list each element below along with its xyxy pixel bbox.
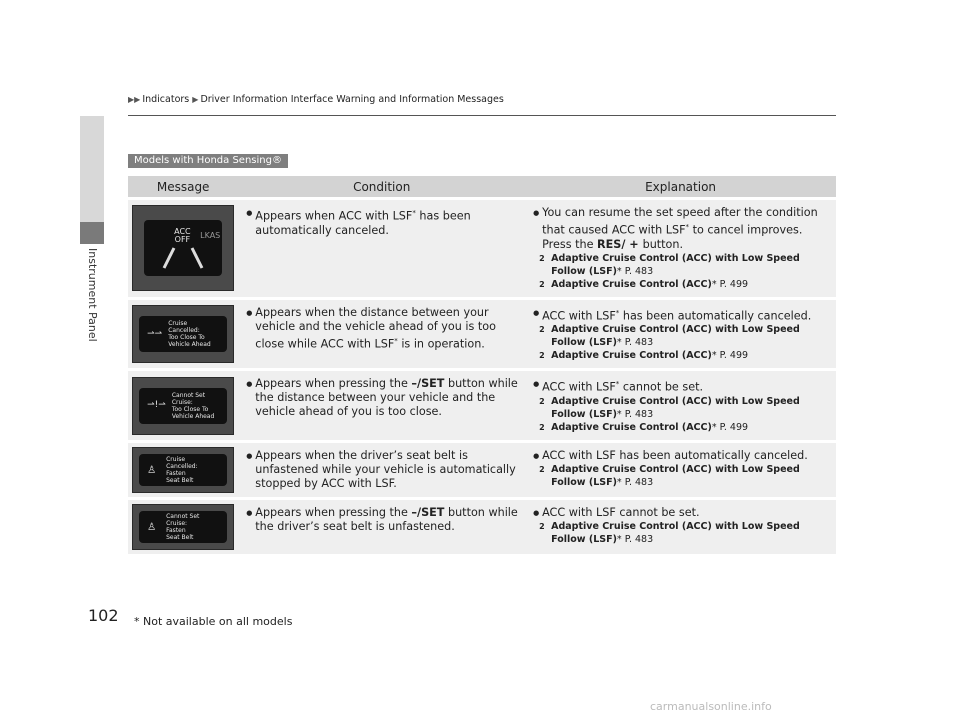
breadcrumb-item[interactable]: Indicators — [142, 94, 190, 105]
display-image — [132, 504, 234, 550]
asterisk: * — [711, 278, 717, 290]
asterisk: * — [394, 336, 398, 345]
text-span: Appears when ACC with LSF — [255, 209, 413, 223]
asterisk: * — [711, 422, 717, 434]
explanation-text — [533, 506, 830, 520]
screen-text — [166, 513, 199, 541]
messages-table — [128, 173, 836, 557]
column-header-explanation: Explanation — [525, 176, 836, 197]
reference-page: P. 499 — [716, 350, 749, 362]
screen-text — [168, 320, 210, 348]
message-cell — [128, 371, 238, 440]
reference-arrow-icon: 2 — [539, 397, 545, 407]
screen-line: Cruise — [166, 456, 186, 464]
reference-title: Adaptive Cruise Control (ACC) with Low Speed Follow (LSF) — [551, 252, 800, 277]
reference-arrow-icon: 2 — [539, 325, 545, 335]
lkas-text: LKAS — [200, 231, 221, 241]
reference-page: P. 483 — [621, 265, 654, 277]
reference-link[interactable] — [533, 395, 830, 421]
table-row — [128, 300, 836, 369]
explanation-text — [533, 449, 830, 463]
reference-page: P. 483 — [621, 534, 654, 546]
button-name: –/SET — [411, 377, 445, 391]
reference-page: P. 483 — [621, 409, 654, 421]
explanation-text — [533, 306, 830, 324]
section-label: Instrument Panel — [86, 248, 99, 342]
condition-cell — [238, 300, 525, 369]
text-span: Appears when pressing the — [255, 377, 412, 391]
screen-line: Cannot Set — [166, 513, 200, 521]
text-span: ACC with LSF cannot be set. — [542, 506, 700, 520]
asterisk: * — [616, 477, 622, 489]
seat-belt-icon: ♙ — [147, 464, 157, 476]
breadcrumb-arrow-icon: ▶▶ — [128, 95, 141, 104]
text-span: You can resume the set speed after the condition that caused ACC with LSF — [542, 206, 818, 237]
message-cell — [128, 443, 238, 497]
explanation-cell — [525, 443, 836, 497]
text-span: button while the distance between your vehicle and the vehicle ahead of you is too close. — [255, 377, 518, 419]
screen-text — [166, 456, 198, 484]
display-image — [132, 205, 234, 291]
explanation-cell — [525, 200, 836, 297]
condition-cell — [238, 200, 525, 297]
column-header-message: Message — [128, 176, 238, 197]
screen-line: Fasten — [166, 470, 186, 478]
reference-arrow-icon: 2 — [539, 465, 545, 475]
screen-line: Cancelled: — [166, 463, 198, 471]
reference-title: Adaptive Cruise Control (ACC) — [551, 350, 712, 362]
text-span: is in operation. — [397, 337, 485, 351]
asterisk: * — [616, 534, 622, 546]
condition-text — [246, 206, 519, 238]
reference-arrow-icon: 2 — [539, 253, 545, 263]
screen-line: Vehicle Ahead — [171, 412, 215, 420]
sidebar-tab — [80, 222, 104, 244]
reference-title: Adaptive Cruise Control (ACC) — [551, 422, 712, 434]
reference-title: Adaptive Cruise Control (ACC) with Low Speed Follow (LSF) — [551, 464, 800, 489]
explanation-cell — [525, 300, 836, 369]
reference-page: P. 499 — [716, 278, 749, 290]
screen — [144, 220, 222, 276]
reference-page: P. 483 — [621, 477, 654, 489]
asterisk: * — [685, 223, 690, 231]
seat-belt-icon: ♙ — [147, 521, 157, 533]
explanation-cell — [525, 371, 836, 440]
screen-line: Too Close To — [171, 405, 209, 413]
reference-link[interactable] — [533, 323, 830, 349]
column-header-condition: Condition — [238, 176, 525, 197]
table-row — [128, 500, 836, 554]
explanation-text — [533, 206, 830, 252]
acc-off-text — [174, 228, 191, 244]
condition-text — [246, 306, 519, 352]
screen-line: Cannot Set — [171, 391, 206, 399]
reference-link[interactable] — [533, 520, 830, 546]
text-span: cannot be set. — [619, 381, 704, 395]
table-row — [128, 443, 836, 497]
screen-line: Seat Belt — [166, 534, 194, 542]
models-label: Models with Honda Sensing® — [128, 154, 288, 168]
button-name: –/SET — [411, 506, 445, 520]
condition-cell — [238, 371, 525, 440]
asterisk: * — [616, 337, 622, 349]
reference-title: Adaptive Cruise Control (ACC) with Low Speed Follow (LSF) — [551, 521, 800, 546]
display-image — [132, 447, 234, 493]
reference-arrow-icon: 2 — [539, 279, 545, 289]
screen-line: Cruise: — [166, 520, 188, 528]
reference-arrow-icon: 2 — [539, 522, 545, 532]
text-span: button. — [642, 237, 684, 251]
condition-text — [246, 377, 519, 419]
breadcrumb-arrow-icon: ▶ — [192, 95, 199, 104]
text-span: ACC with LSF — [542, 381, 616, 395]
message-cell — [128, 300, 238, 369]
text-span: Appears when pressing the — [255, 506, 412, 520]
reference-link[interactable] — [533, 349, 830, 362]
breadcrumb — [128, 94, 504, 105]
table-row — [128, 200, 836, 297]
text-span: Appears when the driver’s seat belt is unfastened while your vehicle is automatically stopped by ACC with LSF. — [255, 449, 516, 491]
screen-line: Vehicle Ahead — [168, 341, 211, 349]
asterisk: * — [412, 209, 416, 217]
reference-arrow-icon: 2 — [539, 351, 545, 361]
screen-line: Too Close To — [168, 334, 205, 342]
reference-link[interactable] — [533, 463, 830, 489]
reference-title: Adaptive Cruise Control (ACC) with Low Speed Follow (LSF) — [551, 324, 800, 349]
asterisk: * — [616, 265, 622, 277]
screen — [139, 388, 227, 424]
text-span: has been automatically canceled. — [255, 209, 471, 237]
message-cell — [128, 200, 238, 297]
screen-line: Cruise — [168, 320, 188, 328]
screen-line: Fasten — [166, 527, 186, 535]
asterisk: * — [615, 380, 620, 389]
reference-page: P. 499 — [716, 422, 749, 434]
asterisk: * — [616, 409, 622, 421]
condition-cell — [238, 443, 525, 497]
table-row — [128, 371, 836, 440]
message-cell — [128, 500, 238, 554]
screen-line: ACC — [174, 227, 191, 237]
reference-title: Adaptive Cruise Control (ACC) with Low Speed Follow (LSF) — [551, 396, 800, 421]
explanation-cell — [525, 500, 836, 554]
asterisk: * — [615, 308, 620, 317]
page-number: 102 — [88, 606, 119, 625]
text-span: Appears when the distance between your vehicle and the vehicle ahead of you is too close while ACC with LSF — [255, 305, 496, 351]
vehicle-distance-icon: ⇀⇀ — [147, 328, 163, 339]
condition-cell — [238, 500, 525, 554]
reference-link[interactable] — [533, 252, 830, 278]
reference-arrow-icon: 2 — [539, 423, 545, 433]
display-image — [132, 305, 234, 363]
breadcrumb-item[interactable]: Driver Information Interface Warning and Information Messages — [200, 94, 504, 105]
screen-line: OFF — [174, 235, 191, 245]
display-image — [132, 377, 234, 435]
condition-text — [246, 506, 519, 534]
screen-text — [172, 392, 214, 420]
sidebar-track — [80, 116, 104, 224]
footnote: * Not available on all models — [134, 615, 293, 628]
asterisk: * — [711, 350, 717, 362]
button-name: RES/ + — [597, 237, 643, 251]
watermark: carmanualsonline.info — [650, 700, 772, 713]
text-span: to cancel improves. Press the — [542, 223, 803, 251]
vehicle-distance-warning-icon: ⇀!⇀ — [147, 400, 166, 411]
screen-line: Seat Belt — [166, 477, 194, 485]
text-span: ACC with LSF — [542, 309, 616, 323]
screen — [139, 454, 227, 486]
screen-line: Cruise: — [171, 398, 193, 406]
screen — [139, 511, 227, 543]
condition-text — [246, 449, 519, 491]
reference-link[interactable] — [533, 278, 830, 291]
text-span: has been automatically canceled. — [619, 309, 812, 323]
screen — [139, 316, 227, 352]
reference-link[interactable] — [533, 421, 830, 434]
text-span: ACC with LSF has been automatically canceled. — [542, 449, 808, 463]
reference-page: P. 483 — [621, 337, 654, 349]
explanation-text — [533, 377, 830, 395]
reference-title: Adaptive Cruise Control (ACC) — [551, 278, 712, 290]
screen-line: Cancelled: — [168, 327, 200, 335]
header-divider — [128, 115, 836, 116]
text-span: button while the driver’s seat belt is unfastened. — [255, 506, 518, 534]
